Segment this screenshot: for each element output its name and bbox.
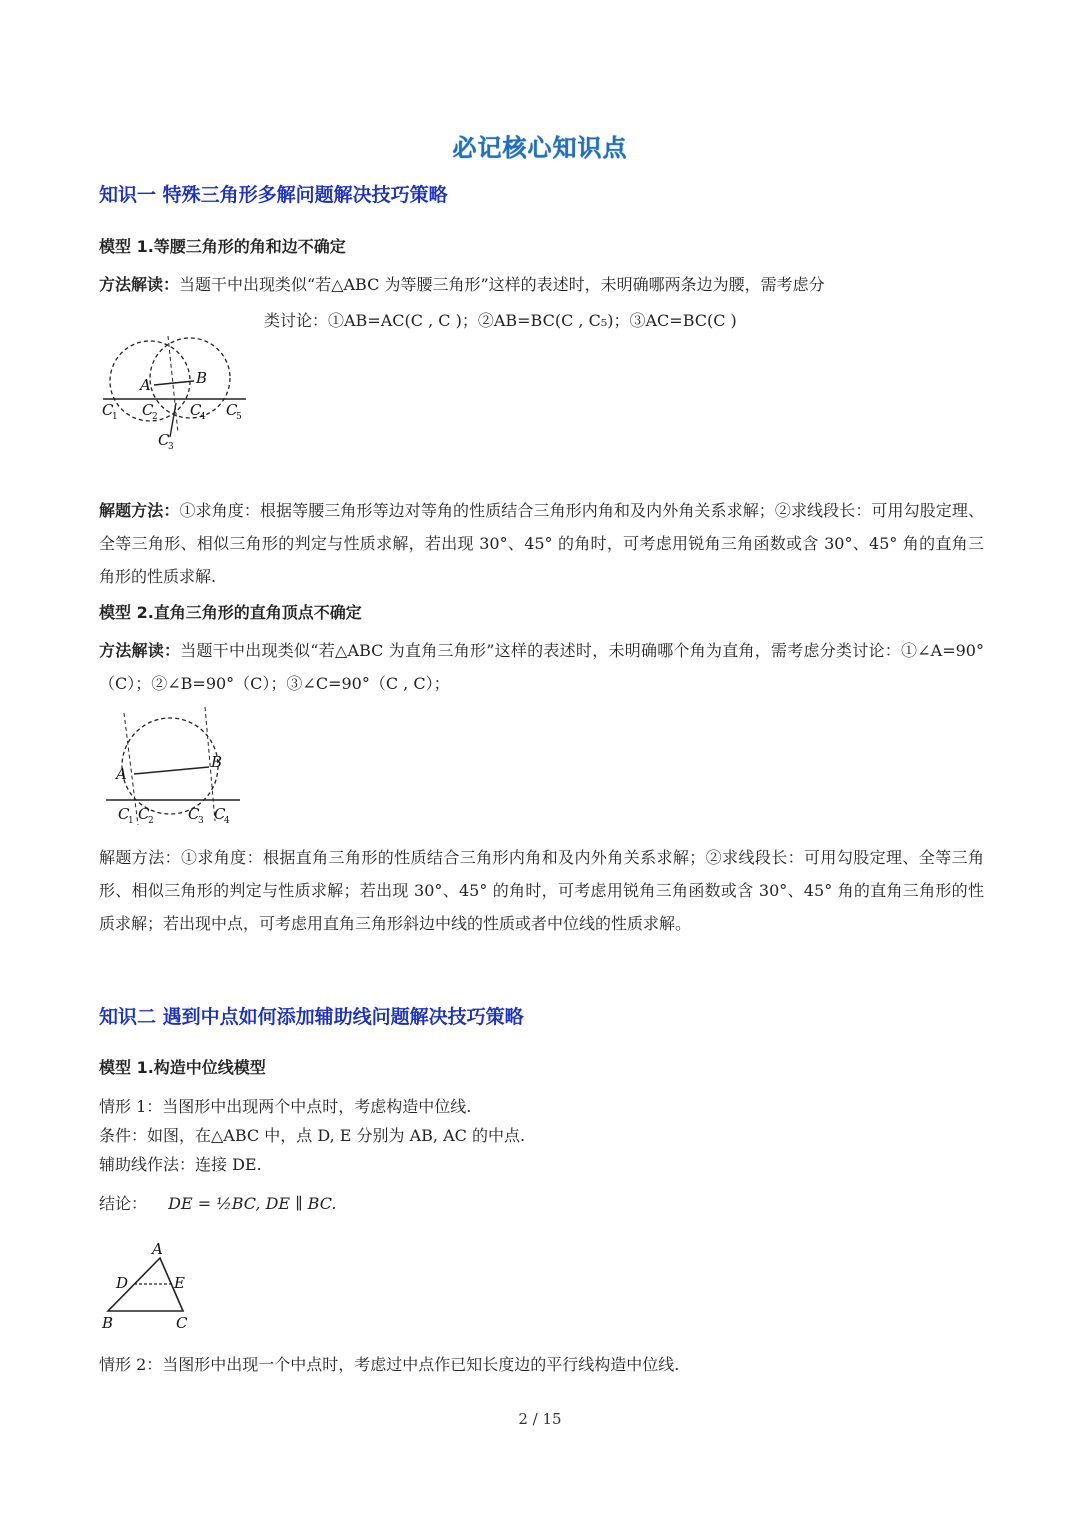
svg-text:2: 2: [152, 412, 158, 422]
right-triangle-figure: [98, 703, 248, 828]
svg-text:C: C: [214, 805, 226, 823]
svg-text:C: C: [158, 431, 170, 449]
svg-text:E: E: [174, 1274, 185, 1292]
svg-text:C: C: [118, 805, 130, 823]
svg-text:D: D: [116, 1274, 129, 1292]
model-2-title: 模型 2.直角三角形的直角顶点不确定: [99, 603, 362, 622]
svg-text:B: B: [196, 369, 208, 387]
method-label: 方法解读：: [99, 641, 181, 660]
method-label: 方法解读：: [99, 275, 180, 294]
method-text: 当题干中出现类似“若△ABC 为直角三角形”这样的表述时，未明确哪个角为直角，需考虑分类讨论：①∠A=90°（C）；②∠B=90°（C）；③∠C=90°（C , C）；: [99, 641, 984, 693]
svg-text:C: C: [102, 401, 114, 419]
svg-text:2: 2: [148, 816, 154, 826]
aux-line-text: 辅助线作法：连接 DE.: [99, 1155, 262, 1174]
model-1-solve: [99, 494, 984, 593]
svg-text:1: 1: [112, 412, 118, 422]
isosceles-figure: [98, 333, 248, 458]
svg-text:C: C: [138, 805, 150, 823]
svg-text:C: C: [190, 401, 202, 419]
svg-text:4: 4: [200, 412, 206, 422]
model-3-title: 模型 1.构造中位线模型: [99, 1058, 266, 1077]
svg-text:C: C: [176, 1314, 188, 1332]
svg-text:3: 3: [168, 442, 174, 452]
svg-text:1: 1: [128, 816, 134, 826]
conclusion-formula: DE = ½BC, DE ∥ BC.: [168, 1194, 337, 1213]
svg-text:C: C: [188, 805, 200, 823]
model-1-method-cont: 类讨论：①AB=AC(C , C )；②AB=BC(C , C₅)；③AC=BC(C ): [264, 311, 737, 330]
svg-text:5: 5: [236, 412, 242, 422]
svg-text:A: A: [116, 765, 127, 783]
case-1-text: 情形 1：当图形中出现两个中点时，考虑构造中位线.: [99, 1097, 472, 1116]
page-title: 必记核心知识点: [452, 134, 628, 162]
svg-text:A: A: [152, 1240, 163, 1258]
model-2-method: [99, 634, 984, 700]
conclusion: [99, 1191, 336, 1214]
page-indicator: 2 / 15: [518, 1410, 562, 1428]
midline-triangle-figure: [98, 1238, 198, 1333]
svg-text:B: B: [211, 753, 223, 771]
svg-text:C: C: [226, 401, 238, 419]
section-heading-2: 知识二 遇到中点如何添加辅助线问题解决技巧策略: [99, 1006, 524, 1028]
method-text: 当题干中出现类似“若△ABC 为等腰三角形”这样的表述时，未明确哪两条边为腰，需考虑分: [179, 275, 825, 294]
solve-text: ①求角度：根据等腰三角形等边对等角的性质结合三角形内角和及内外角关系求解；②求线段长：可用勾股定理、全等三角形、相似三角形的判定与性质求解，若出现 30°、45° 的角时，可考虑用锐角三角函数或含 30°、45° 角的直角三角形的性质求解.: [99, 501, 984, 586]
svg-text:B: B: [102, 1314, 114, 1332]
model-2-solve: 解题方法：①求角度：根据直角三角形的性质结合三角形内角和及内外角关系求解；②求线段长：可用勾股定理、全等三角形、相似三角形的判定与性质求解；若出现 30°、45° 的角时，可考虑用锐角三角函数或含 30°、45° 角的直角三角形的性质求解；若出现中点，可考虑用直角三角形斜边中线的性质或者中位线的性质求解。: [99, 848, 984, 933]
case-2-text: 情形 2：当图形中出现一个中点时，考虑过中点作已知长度边的平行线构造中位线.: [99, 1355, 680, 1374]
svg-text:C: C: [142, 401, 154, 419]
solve-label: 解题方法：: [99, 501, 180, 520]
model-1-method: [99, 268, 984, 301]
svg-text:3: 3: [198, 816, 204, 826]
condition-text: 条件：如图，在△ABC 中，点 D, E 分别为 AB, AC 的中点.: [99, 1126, 526, 1145]
conclusion-label: 结论：: [99, 1194, 148, 1213]
svg-text:A: A: [140, 376, 151, 394]
svg-text:4: 4: [224, 816, 230, 826]
section-heading-1: 知识一 特殊三角形多解问题解决技巧策略: [99, 184, 448, 206]
model-1-title: 模型 1.等腰三角形的角和边不确定: [99, 237, 346, 256]
